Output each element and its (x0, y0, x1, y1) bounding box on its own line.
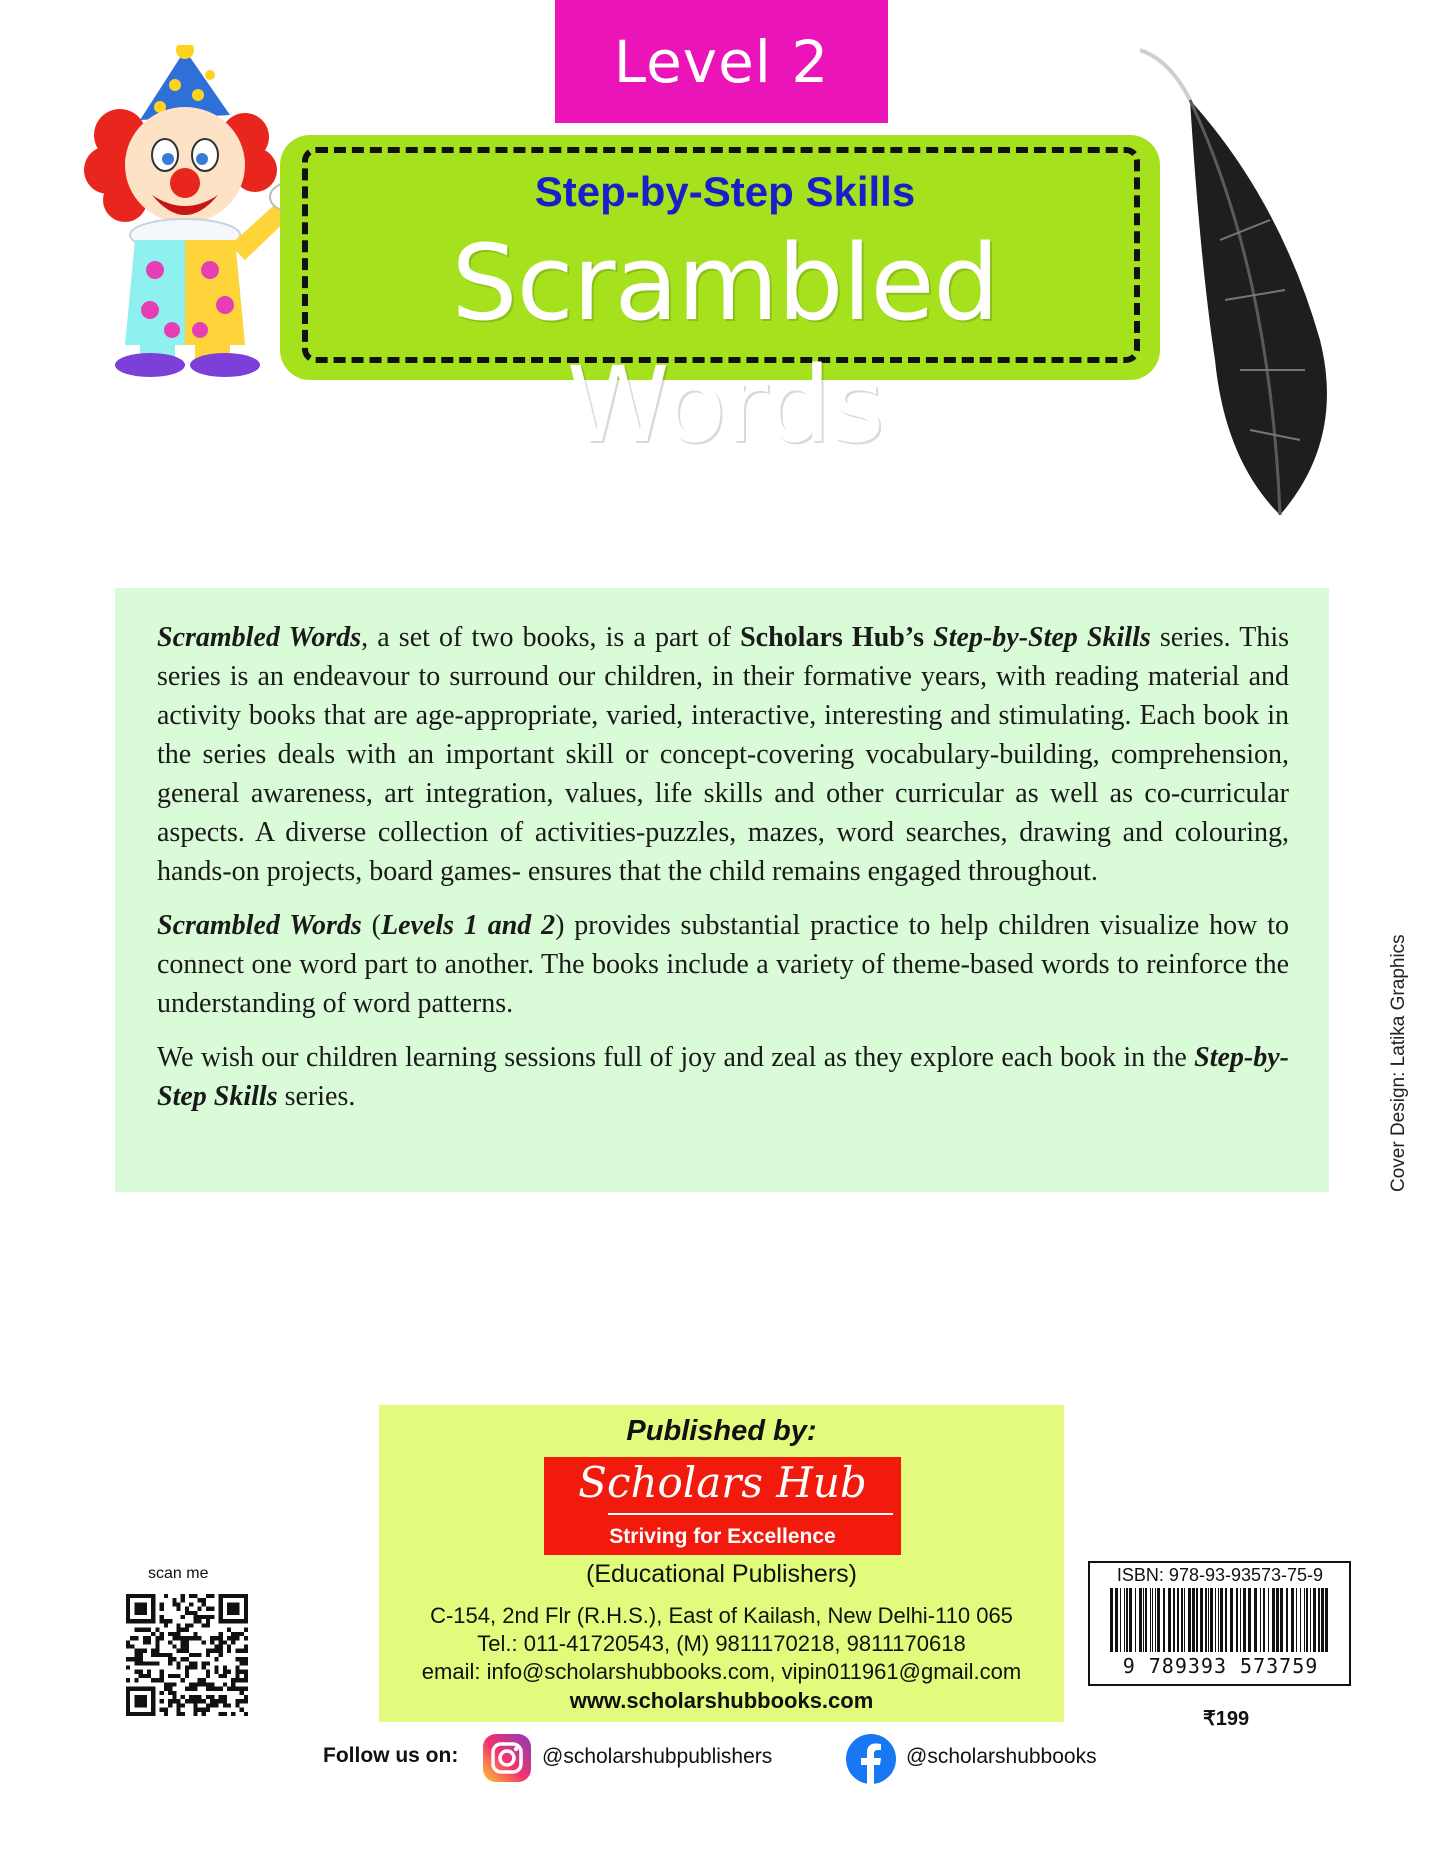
scan-me-label: scan me (148, 1565, 209, 1582)
feather-illustration (1130, 40, 1360, 530)
description-paragraph-3: We wish our children learning sessions full of joy and zeal as they explore each book in the Step-by-Step Skills series. (157, 1042, 1289, 1112)
published-by-label: Published by: (626, 1415, 817, 1447)
follow-us-label: Follow us on: (323, 1744, 459, 1767)
description-paragraph-1: Scrambled Words, a set of two books, is a part of Scholars Hub’s Step-by-Step Skills series. This series is an endeavour to surround our children, in their formative years, with reading material and activity books that are age-appropriate, varied, interactive, interesting and stimulating. Each book in the series deals with an important skill or concept-covering vocabulary-building, comprehension, general awareness, art integration, values, life skills and other curricular as well as co-curricular aspects. A diverse collection of activities-puzzles, mazes, word searches, drawing and colouring, hands-on projects, board games- ensures that the child remains engaged throughout. (157, 622, 1290, 887)
instagram-icon[interactable] (482, 1733, 532, 1783)
levels-ref: Levels 1 and 2 (381, 910, 556, 941)
publisher-website[interactable]: www.scholarshubbooks.com (569, 1688, 874, 1713)
description-box (115, 588, 1329, 1192)
series-ref: Step-by-Step Skills (157, 1042, 1289, 1112)
instagram-handle[interactable]: @scholarshubpublishers (542, 1745, 773, 1768)
series-subtitle: Step-by-Step Skills (534, 168, 916, 215)
qr-code[interactable] (126, 1594, 248, 1716)
publisher-address: C-154, 2nd Flr (R.H.S.), East of Kailash, New Delhi-110 065 (430, 1603, 1013, 1628)
book-title: Scrambled Words (451, 222, 999, 466)
book-title-ref: Scrambled Words (157, 910, 362, 941)
publisher-ref: Scholars Hub’s (740, 622, 925, 653)
series-ref: Step-by-Step Skills (933, 622, 1151, 653)
publisher-tagline: Striving for Excellence (609, 1525, 836, 1548)
barcode-digits: 9 789393 573759 (1122, 1654, 1319, 1678)
cover-design-credit: Cover Design: Latika Graphics (1388, 934, 1409, 1192)
publisher-logo-name: Scholars Hub (578, 1458, 867, 1507)
publisher-phone: Tel.: 011-41720543, (M) 9811170218, 9811170618 (477, 1631, 966, 1656)
isbn-number: ISBN: 978-93-93573-75-9 (1116, 1565, 1324, 1585)
barcode (1108, 1588, 1333, 1652)
publisher-type: (Educational Publishers) (586, 1560, 857, 1588)
publisher-email: email: info@scholarshubbooks.com, vipin011961@gmail.com (421, 1659, 1022, 1684)
price: ₹199 (1203, 1708, 1250, 1730)
facebook-icon[interactable] (845, 1733, 897, 1785)
book-title-ref: Scrambled Words (157, 622, 362, 653)
logo-divider (608, 1513, 893, 1515)
facebook-handle[interactable]: @scholarshubbooks (906, 1745, 1097, 1768)
level-tab: Level 2 (555, 0, 888, 123)
description-paragraph-2: Scrambled Words (Levels 1 and 2) provides substantial practice to help children visualize how to connect one word part to another. The books include a variety of theme-based words to reinforce the understanding of word patterns. (157, 910, 1289, 1019)
